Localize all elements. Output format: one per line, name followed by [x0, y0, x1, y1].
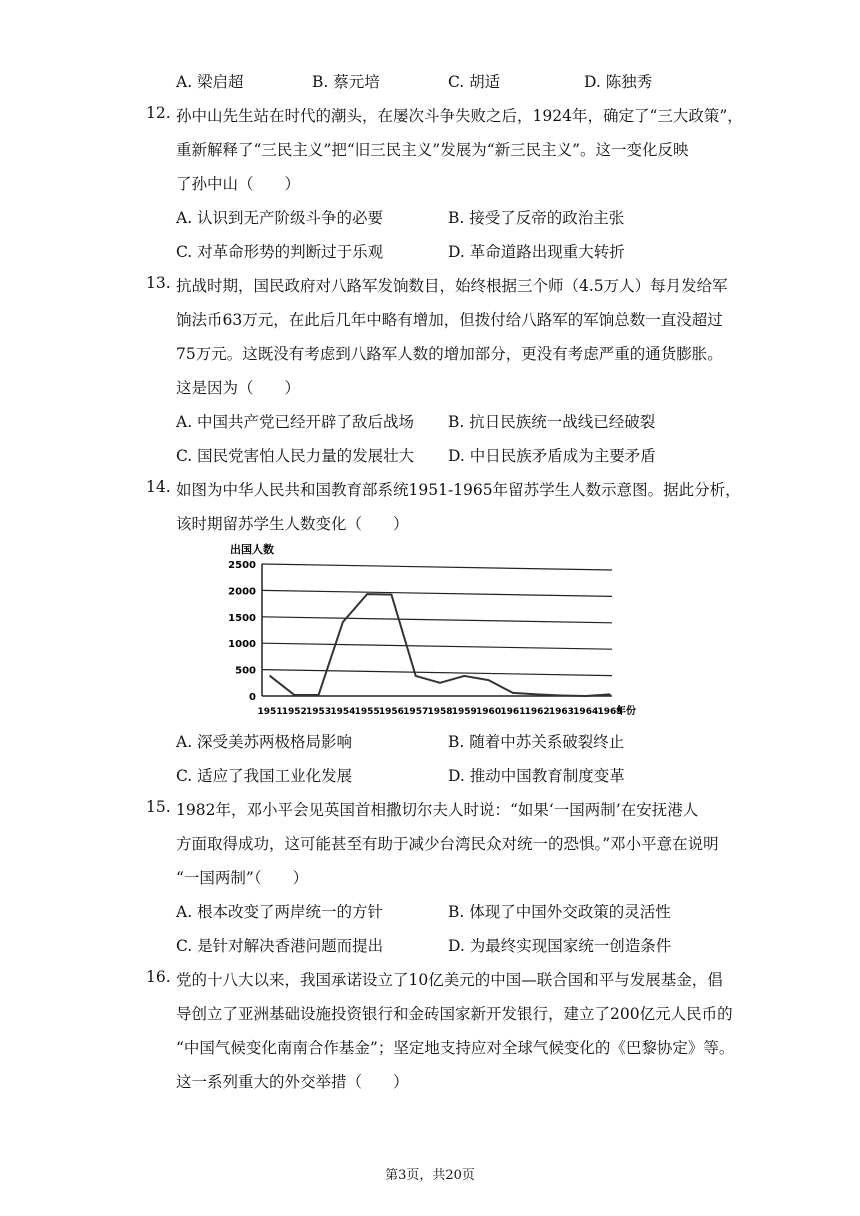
x-tick-label: 1953 [306, 707, 332, 717]
data-point [609, 694, 611, 696]
question-text-line: 孙中山先生站在时代的潮头，在屡次斗争失败之后，1924年，确定了“三大政策”， [176, 107, 743, 125]
question-text-line: 饷法币63万元，在此后几年中略有增加，但拨付给八路军的军饷总数一直没超过 [176, 311, 723, 329]
q14-option-c[interactable]: C. 适应了我国工业化发展 [176, 767, 353, 785]
x-tick-label: 1951 [257, 707, 283, 717]
data-point [342, 621, 344, 623]
x-tick-label: 1954 [330, 707, 356, 717]
q14-option-a[interactable]: A. 深受美苏两极格局影响 [176, 733, 353, 751]
question-text-line: 75万元。这既没有考虑到八路军人数的增加部分，更没有考虑严重的通货膨胀。 [176, 345, 723, 363]
question-number: 12. [146, 104, 171, 122]
q15-option-c[interactable]: C. 是针对解决香港问题而提出 [176, 937, 384, 955]
gridline [262, 617, 612, 623]
option-row [176, 444, 736, 468]
q12-option-c[interactable]: C. 对革命形势的判断过于乐观 [176, 243, 384, 261]
x-axis-label: 年份 [616, 706, 636, 717]
question-text-line: 该时期留苏学生人数变化（ ） [176, 515, 409, 533]
y-tick-label: 2500 [228, 560, 256, 571]
y-tick-label: 1000 [228, 639, 256, 651]
line-chart [220, 540, 650, 720]
question-text-line: 如图为中华人民共和国教育部系统1951-1965年留苏学生人数示意图。据此分析， [176, 481, 741, 499]
y-axis-label: 出国人数 [230, 543, 274, 556]
x-tick-label: 1959 [451, 707, 477, 717]
x-tick-label: 1965 [597, 707, 623, 717]
option-row [176, 206, 736, 230]
gridline [262, 670, 612, 676]
series-line [270, 594, 610, 696]
data-point [391, 594, 393, 596]
q12-option-d[interactable]: D. 革命道路出现重大转折 [448, 243, 625, 261]
question-number: 15. [146, 798, 171, 816]
q14-option-b[interactable]: B. 随着中苏关系破裂终止 [448, 733, 625, 751]
q15-option-a[interactable]: A. 根本改变了两岸统一的方针 [176, 903, 384, 921]
gridline [262, 564, 612, 570]
question-number: 14. [146, 478, 171, 496]
q13-option-a[interactable]: A. 中国共产党已经开辟了敌后战场 [176, 413, 415, 431]
gridline [262, 590, 612, 596]
data-point [415, 675, 417, 677]
question-text-line: “中国气候变化南南合作基金”；坚定地支持应对全球气候变化的《巴黎协定》等。 [176, 1039, 735, 1057]
x-tick-label: 1964 [573, 707, 599, 717]
option-row [176, 764, 736, 788]
q13-option-b[interactable]: B. 抗日民族统一战线已经破裂 [448, 413, 656, 431]
data-point [439, 682, 441, 684]
q11-option-d[interactable]: D. 陈独秀 [584, 73, 653, 91]
question-text-line: 党的十八大以来，我国承诺设立了10亿美元的中国—联合国和平与发展基金，倡 [176, 971, 723, 989]
q11-option-a[interactable]: A. 梁启超 [176, 73, 244, 91]
question-number: 16. [146, 968, 171, 986]
y-tick-labels [228, 560, 256, 703]
x-tick-label: 1958 [427, 707, 453, 717]
q13-option-d[interactable]: D. 中日民族矛盾成为主要矛盾 [448, 447, 656, 465]
option-row [176, 900, 736, 924]
question-text-line: “一国两制”（ ） [176, 869, 309, 887]
data-point [561, 695, 563, 697]
x-tick-label: 1962 [524, 707, 550, 717]
y-tick-label: 1500 [228, 612, 256, 624]
q11-option-c[interactable]: C. 胡适 [448, 73, 501, 91]
q14-option-d[interactable]: D. 推动中国教育制度变革 [448, 767, 625, 785]
y-tick-label: 0 [249, 692, 256, 703]
x-tick-label: 1960 [476, 707, 502, 717]
data-point [366, 593, 368, 595]
data-point [318, 694, 320, 696]
x-tick-label: 1952 [281, 707, 307, 717]
question-text-line: 抗战时期，国民政府对八路军发饷数目，始终根据三个师（4.5万人）每月发给军 [176, 277, 728, 295]
question-text-line: 方面取得成功，这可能甚至有助于减少台湾民众对统一的恐惧。”邓小平意在说明 [176, 835, 719, 853]
gridline [262, 643, 612, 649]
question-number: 13. [146, 274, 171, 292]
question-text-line: 导创立了亚洲基础设施投资银行和金砖国家新开发银行，建立了200亿元人民币的 [176, 1005, 733, 1023]
option-row [176, 934, 736, 958]
question-text-line: 重新解释了“三民主义”把“旧三民主义”发展为“新三民主义”。这一变化反映 [176, 141, 689, 159]
data-point [293, 694, 295, 696]
q13-option-c[interactable]: C. 国民党害怕人民力量的发展壮大 [176, 447, 415, 465]
page-footer: 第3页，共20页 [385, 1168, 475, 1183]
q11-option-b[interactable]: B. 蔡元培 [312, 73, 380, 91]
x-tick-label: 1956 [378, 707, 404, 717]
x-tick-label: 1957 [403, 707, 429, 717]
data-point [585, 695, 587, 697]
option-row [176, 730, 736, 754]
x-tick-label: 1963 [548, 707, 574, 717]
x-tick-labels [257, 707, 622, 717]
data-point [488, 679, 490, 681]
q11-options [176, 70, 776, 94]
data-point [512, 692, 514, 694]
data-point [269, 675, 271, 677]
option-row [176, 240, 736, 264]
chart-grid [262, 564, 612, 696]
y-tick-label: 2000 [228, 586, 256, 598]
question-text-line: 这是因为（ ） [176, 379, 301, 397]
data-point [463, 675, 465, 677]
question-text-line: 了孙中山（ ） [176, 175, 301, 193]
x-tick-label: 1955 [354, 707, 380, 717]
option-row [176, 410, 736, 434]
q15-option-b[interactable]: B. 体现了中国外交政策的灵活性 [448, 903, 671, 921]
x-tick-label: 1961 [500, 707, 526, 717]
question-text-line: 1982年，邓小平会见英国首相撒切尔夫人时说：“如果‘一国两制’在安抚港人 [176, 801, 699, 819]
q15-option-d[interactable]: D. 为最终实现国家统一创造条件 [448, 937, 672, 955]
q12-option-b[interactable]: B. 接受了反帝的政治主张 [448, 209, 625, 227]
chart-series [269, 593, 611, 697]
q12-option-a[interactable]: A. 认识到无产阶级斗争的必要 [176, 209, 384, 227]
y-tick-label: 500 [235, 665, 256, 677]
question-text-line: 这一系列重大的外交举措（ ） [176, 1073, 409, 1091]
data-point [536, 694, 538, 696]
